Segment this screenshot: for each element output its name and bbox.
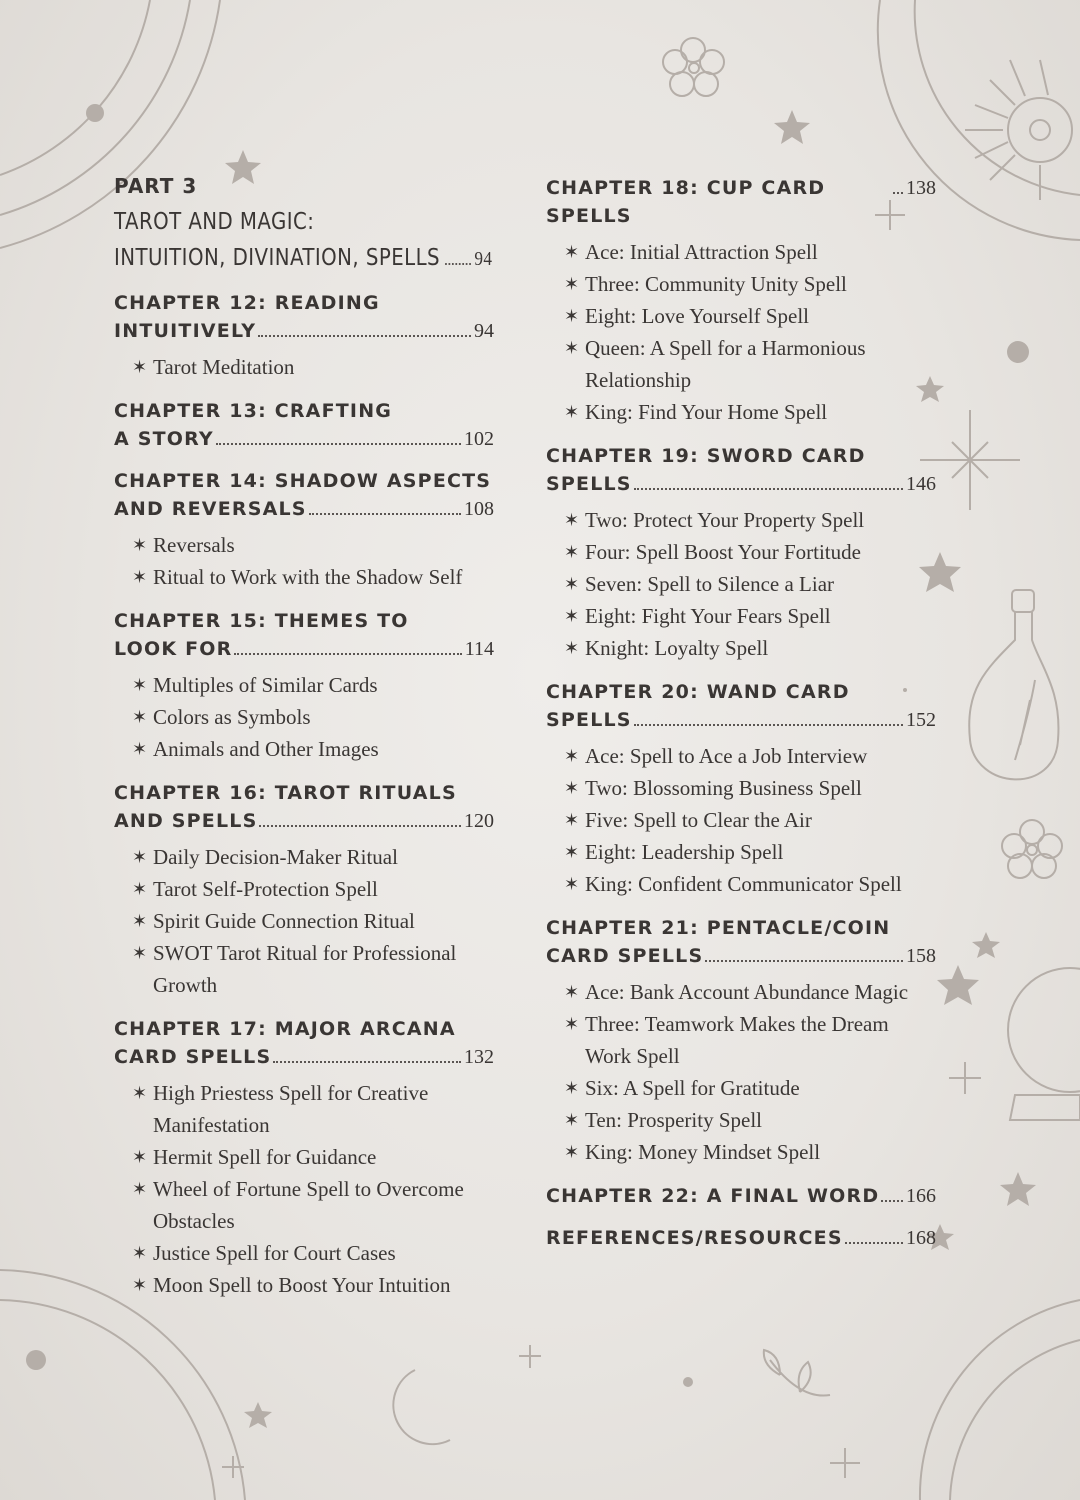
section-list <box>114 669 494 765</box>
page-number: 114 <box>464 638 494 660</box>
section-item[interactable] <box>546 568 936 600</box>
star-bullet-icon: ✶ <box>564 1142 580 1162</box>
part-title-line2: INTUITION, DIVINATION, SPELLS <box>114 245 441 271</box>
section-list <box>114 1077 494 1301</box>
section-item-label: Daily Decision-Maker Ritual <box>153 845 398 869</box>
flower-icon <box>1002 820 1062 878</box>
chapter-heading-line1: CHAPTER 19: SWORD CARD <box>546 445 866 467</box>
dot-leader <box>634 724 903 726</box>
star-bullet-icon: ✶ <box>564 274 580 294</box>
sun-icon <box>1008 98 1072 162</box>
section-item-label: Colors as Symbols <box>153 705 311 729</box>
orbit-arc <box>920 1300 1080 1500</box>
toc-chapter-entry[interactable] <box>546 174 936 428</box>
star-bullet-icon: ✶ <box>564 810 580 830</box>
section-item[interactable] <box>546 332 936 396</box>
section-item[interactable] <box>546 1136 936 1168</box>
star-bullet-icon: ✶ <box>564 1078 580 1098</box>
section-item-label: Ace: Initial Attraction Spell <box>585 240 818 264</box>
star-bullet-icon: ✶ <box>564 778 580 798</box>
chapter-heading <box>546 1182 936 1210</box>
page-number: 108 <box>464 498 494 520</box>
star-bullet-icon: ✶ <box>564 982 580 1002</box>
section-item-label: Two: Protect Your Property Spell <box>585 508 865 532</box>
chapter-heading <box>546 914 936 970</box>
dot-leader <box>445 263 471 265</box>
chapter-heading-line2 <box>114 807 494 835</box>
chapter-list <box>546 174 936 1252</box>
chapter-title-text: CARD SPELLS <box>546 945 704 967</box>
chapter-heading-line1: CHAPTER 21: PENTACLE/COIN <box>546 917 891 939</box>
chapter-heading-line2 <box>114 1043 494 1071</box>
chapter-heading-line2 <box>114 317 494 345</box>
star-bullet-icon: ✶ <box>132 1243 148 1263</box>
star-bullet-icon: ✶ <box>564 542 580 562</box>
chapter-heading-line1: CHAPTER 15: THEMES TO <box>114 610 409 632</box>
section-item[interactable] <box>546 772 936 804</box>
star-bullet-icon: ✶ <box>564 606 580 626</box>
section-item-label: Ace: Bank Account Abundance Magic <box>585 980 909 1004</box>
dot-leader <box>258 335 471 337</box>
toc-chapter-entry[interactable] <box>114 397 494 453</box>
sparkle-icon <box>830 1448 860 1478</box>
section-item-label: Wheel of Fortune Spell to Overcome Obstacles <box>153 1177 464 1233</box>
section-item[interactable] <box>546 740 936 772</box>
toc-chapter-entry[interactable] <box>114 289 494 383</box>
section-item[interactable] <box>114 701 494 733</box>
page-number: 102 <box>464 428 494 450</box>
right-toc-column <box>546 174 936 1266</box>
chapter-heading-line2 <box>546 706 936 734</box>
dot-leader <box>309 513 461 515</box>
toc-chapter-entry[interactable] <box>546 1182 936 1210</box>
section-item-label: King: Confident Communicator Spell <box>585 872 902 896</box>
section-list <box>546 236 936 428</box>
star-bullet-icon: ✶ <box>564 242 580 262</box>
chapter-heading-line1: CHAPTER 16: TAROT RITUALS <box>114 782 457 804</box>
star-bullet-icon: ✶ <box>564 510 580 530</box>
chapter-heading-line2 <box>114 425 494 453</box>
section-item-label: Ritual to Work with the Shadow Self <box>153 565 463 589</box>
star-bullet-icon: ✶ <box>132 1275 148 1295</box>
section-item[interactable] <box>546 268 936 300</box>
orbit-arc <box>915 0 1080 195</box>
section-list <box>546 740 936 900</box>
section-item[interactable] <box>114 669 494 701</box>
potion-bottle-icon <box>969 590 1058 779</box>
chapter-heading-line1: CHAPTER 12: READING <box>114 292 380 314</box>
section-list <box>114 351 494 383</box>
section-item-label: SWOT Tarot Ritual for Professional Growth <box>153 941 457 997</box>
section-item-label: Hermit Spell for Guidance <box>153 1145 377 1169</box>
section-item[interactable] <box>546 504 936 536</box>
section-item-label: Two: Blossoming Business Spell <box>585 776 862 800</box>
star-bullet-icon: ✶ <box>132 739 148 759</box>
star-bullet-icon: ✶ <box>132 1147 148 1167</box>
chapter-heading-line2 <box>546 174 936 230</box>
star-bullet-icon: ✶ <box>132 675 148 695</box>
section-item-label: Seven: Spell to Silence a Liar <box>585 572 835 596</box>
section-item[interactable] <box>114 905 494 937</box>
section-list <box>546 504 936 664</box>
star-bullet-icon: ✶ <box>132 879 148 899</box>
section-item[interactable] <box>546 1008 936 1072</box>
star-bullet-icon: ✶ <box>132 911 148 931</box>
section-item[interactable] <box>546 300 936 332</box>
page-number: 138 <box>906 177 936 199</box>
section-item[interactable] <box>114 1141 494 1173</box>
section-item-label: Justice Spell for Court Cases <box>153 1241 396 1265</box>
star-icon <box>1000 1172 1036 1206</box>
sparkle-icon <box>949 1062 981 1094</box>
star-bullet-icon: ✶ <box>132 567 148 587</box>
section-item[interactable] <box>114 841 494 873</box>
star-bullet-icon: ✶ <box>132 1179 148 1199</box>
chapter-heading-line2 <box>114 495 494 523</box>
section-item[interactable] <box>114 529 494 561</box>
section-item[interactable] <box>546 632 936 664</box>
chapter-title-text: CARD SPELLS <box>114 1046 272 1068</box>
chapter-heading-line1: CHAPTER 20: WAND CARD <box>546 681 850 703</box>
section-item[interactable] <box>114 1237 494 1269</box>
star-bullet-icon: ✶ <box>564 1014 580 1034</box>
section-item-label: Four: Spell Boost Your Fortitude <box>585 540 861 564</box>
chapter-heading <box>546 678 936 734</box>
section-item[interactable] <box>114 1173 494 1237</box>
chapter-heading <box>114 779 494 835</box>
chapter-heading-line2 <box>546 1182 936 1210</box>
crystal-ball-icon <box>1008 968 1080 1092</box>
section-item-label: Tarot Meditation <box>153 355 295 379</box>
leaf-sprig-icon <box>764 1350 830 1396</box>
section-item-label: Knight: Loyalty Spell <box>585 636 769 660</box>
orbit-arc <box>0 1300 215 1500</box>
orbit-arc <box>0 0 150 175</box>
section-item[interactable] <box>114 351 494 383</box>
dot-leader <box>216 443 461 445</box>
star-bullet-icon: ✶ <box>564 574 580 594</box>
section-item[interactable] <box>546 1104 936 1136</box>
section-item-label: King: Find Your Home Spell <box>585 400 828 424</box>
star-bullet-icon: ✶ <box>132 707 148 727</box>
section-item-label: Eight: Leadership Spell <box>585 840 784 864</box>
star-bullet-icon: ✶ <box>132 943 148 963</box>
chapter-heading <box>114 467 494 523</box>
chapter-heading <box>546 1224 936 1252</box>
section-item-label: Queen: A Spell for a Harmonious Relationship <box>585 336 866 392</box>
section-item[interactable] <box>114 733 494 765</box>
star-bullet-icon: ✶ <box>132 847 148 867</box>
part-page-number: 94 <box>474 248 493 270</box>
section-list <box>114 529 494 593</box>
page-number: 158 <box>906 945 936 967</box>
chapter-heading <box>114 289 494 345</box>
left-toc-column <box>114 174 494 1315</box>
chapter-heading-line2 <box>546 942 936 970</box>
section-list <box>546 976 936 1168</box>
toc-chapter-entry[interactable] <box>546 442 936 664</box>
dot-leader <box>845 1242 903 1244</box>
toc-chapter-entry[interactable] <box>546 678 936 900</box>
section-item-label: Multiples of Similar Cards <box>153 673 378 697</box>
dot-leader <box>893 192 903 194</box>
section-item-label: Three: Teamwork Makes the Dream Work Spell <box>585 1012 889 1068</box>
chapter-title-text: CHAPTER 18: CUP CARD SPELLS <box>546 177 826 227</box>
moon-icon <box>393 1370 450 1444</box>
chapter-heading-line1: CHAPTER 14: SHADOW ASPECTS <box>114 470 492 492</box>
page-number: 146 <box>906 473 936 495</box>
section-item[interactable] <box>546 836 936 868</box>
section-item-label: Tarot Self-Protection Spell <box>153 877 378 901</box>
star-icon <box>244 1402 272 1428</box>
section-item[interactable] <box>546 396 936 428</box>
chapter-heading-line2 <box>546 470 936 498</box>
section-item[interactable] <box>546 976 936 1008</box>
star-bullet-icon: ✶ <box>564 338 580 358</box>
toc-chapter-entry[interactable] <box>546 1224 936 1252</box>
chapter-title-text: AND SPELLS <box>114 810 258 832</box>
star-bullet-icon: ✶ <box>564 306 580 326</box>
section-item[interactable] <box>546 536 936 568</box>
section-item[interactable] <box>546 804 936 836</box>
section-item[interactable] <box>114 561 494 593</box>
page-number: 132 <box>464 1046 494 1068</box>
section-item[interactable] <box>546 236 936 268</box>
section-item[interactable] <box>114 1269 494 1301</box>
dot-leader <box>259 825 461 827</box>
chapter-title-text: A STORY <box>114 428 214 450</box>
part-title-line1: TAROT AND MAGIC: <box>114 209 315 235</box>
chapter-heading-line1: CHAPTER 13: CRAFTING <box>114 400 393 422</box>
section-item-label: Three: Community Unity Spell <box>585 272 847 296</box>
section-item-label: High Priestess Spell for Creative Manifestation <box>153 1081 429 1137</box>
dot-leader <box>234 653 461 655</box>
section-item-label: Ace: Spell to Ace a Job Interview <box>585 744 868 768</box>
section-item-label: Reversals <box>153 533 235 557</box>
flower-icon <box>663 38 724 96</box>
star-bullet-icon: ✶ <box>132 535 148 555</box>
section-item-label: Animals and Other Images <box>153 737 379 761</box>
star-bullet-icon: ✶ <box>132 357 148 377</box>
chapter-title-text: LOOK FOR <box>114 638 233 660</box>
chapter-heading <box>114 607 494 663</box>
chapter-title-text: SPELLS <box>546 473 632 495</box>
chapter-title-text: SPELLS <box>546 709 632 731</box>
toc-chapter-entry[interactable] <box>546 914 936 1168</box>
chapter-heading-line1: CHAPTER 17: MAJOR ARCANA <box>114 1018 456 1040</box>
star-bullet-icon: ✶ <box>564 1110 580 1130</box>
section-item[interactable] <box>114 873 494 905</box>
chapter-title-text: AND REVERSALS <box>114 498 307 520</box>
chapter-heading <box>114 1015 494 1071</box>
section-item-label: Eight: Love Yourself Spell <box>585 304 809 328</box>
section-item-label: Moon Spell to Boost Your Intuition <box>153 1273 451 1297</box>
chapter-title-text: INTUITIVELY <box>114 320 257 342</box>
page-number: 152 <box>906 709 936 731</box>
star-bullet-icon: ✶ <box>132 1083 148 1103</box>
sparkle-icon <box>519 1345 541 1368</box>
star-bullet-icon: ✶ <box>564 402 580 422</box>
section-item[interactable] <box>546 868 936 900</box>
chapter-list <box>114 289 494 1301</box>
star-bullet-icon: ✶ <box>564 842 580 862</box>
section-item-label: Eight: Fight Your Fears Spell <box>585 604 831 628</box>
section-item[interactable] <box>114 937 494 1001</box>
page-number: 168 <box>906 1227 936 1249</box>
toc-chapter-entry[interactable] <box>114 467 494 593</box>
page-number: 94 <box>474 320 494 342</box>
section-item[interactable] <box>546 1072 936 1104</box>
page-number: 120 <box>464 810 494 832</box>
section-item[interactable] <box>114 1077 494 1141</box>
dot-leader <box>634 488 903 490</box>
star-icon <box>937 965 979 1005</box>
dot-leader <box>705 960 903 962</box>
section-list <box>114 841 494 1001</box>
section-item-label: Ten: Prosperity Spell <box>585 1108 763 1132</box>
chapter-heading-line2 <box>114 635 494 663</box>
chapter-heading <box>546 174 936 230</box>
dot-leader <box>273 1061 461 1063</box>
star-icon <box>774 110 810 144</box>
section-item[interactable] <box>546 600 936 632</box>
chapter-title-text: CHAPTER 22: A FINAL WORD <box>546 1185 880 1207</box>
toc-chapter-entry[interactable] <box>114 607 494 765</box>
star-bullet-icon: ✶ <box>564 638 580 658</box>
dot-leader <box>881 1200 903 1202</box>
chapter-heading <box>114 397 494 453</box>
page-number: 166 <box>906 1185 936 1207</box>
chapter-heading <box>546 442 936 498</box>
toc-chapter-entry[interactable] <box>114 1015 494 1301</box>
chapter-title-text: REFERENCES/RESOURCES <box>546 1227 843 1249</box>
toc-chapter-entry[interactable] <box>114 779 494 1001</box>
section-item-label: Six: A Spell for Gratitude <box>585 1076 800 1100</box>
section-item-label: Five: Spell to Clear the Air <box>585 808 812 832</box>
chapter-heading-line2 <box>546 1224 936 1252</box>
star-icon <box>972 932 1000 958</box>
star-bullet-icon: ✶ <box>564 874 580 894</box>
part-label: PART 3 <box>114 174 198 198</box>
section-item-label: Spirit Guide Connection Ritual <box>153 909 415 933</box>
part-title <box>114 204 492 277</box>
star-bullet-icon: ✶ <box>564 746 580 766</box>
section-item-label: King: Money Mindset Spell <box>585 1140 821 1164</box>
